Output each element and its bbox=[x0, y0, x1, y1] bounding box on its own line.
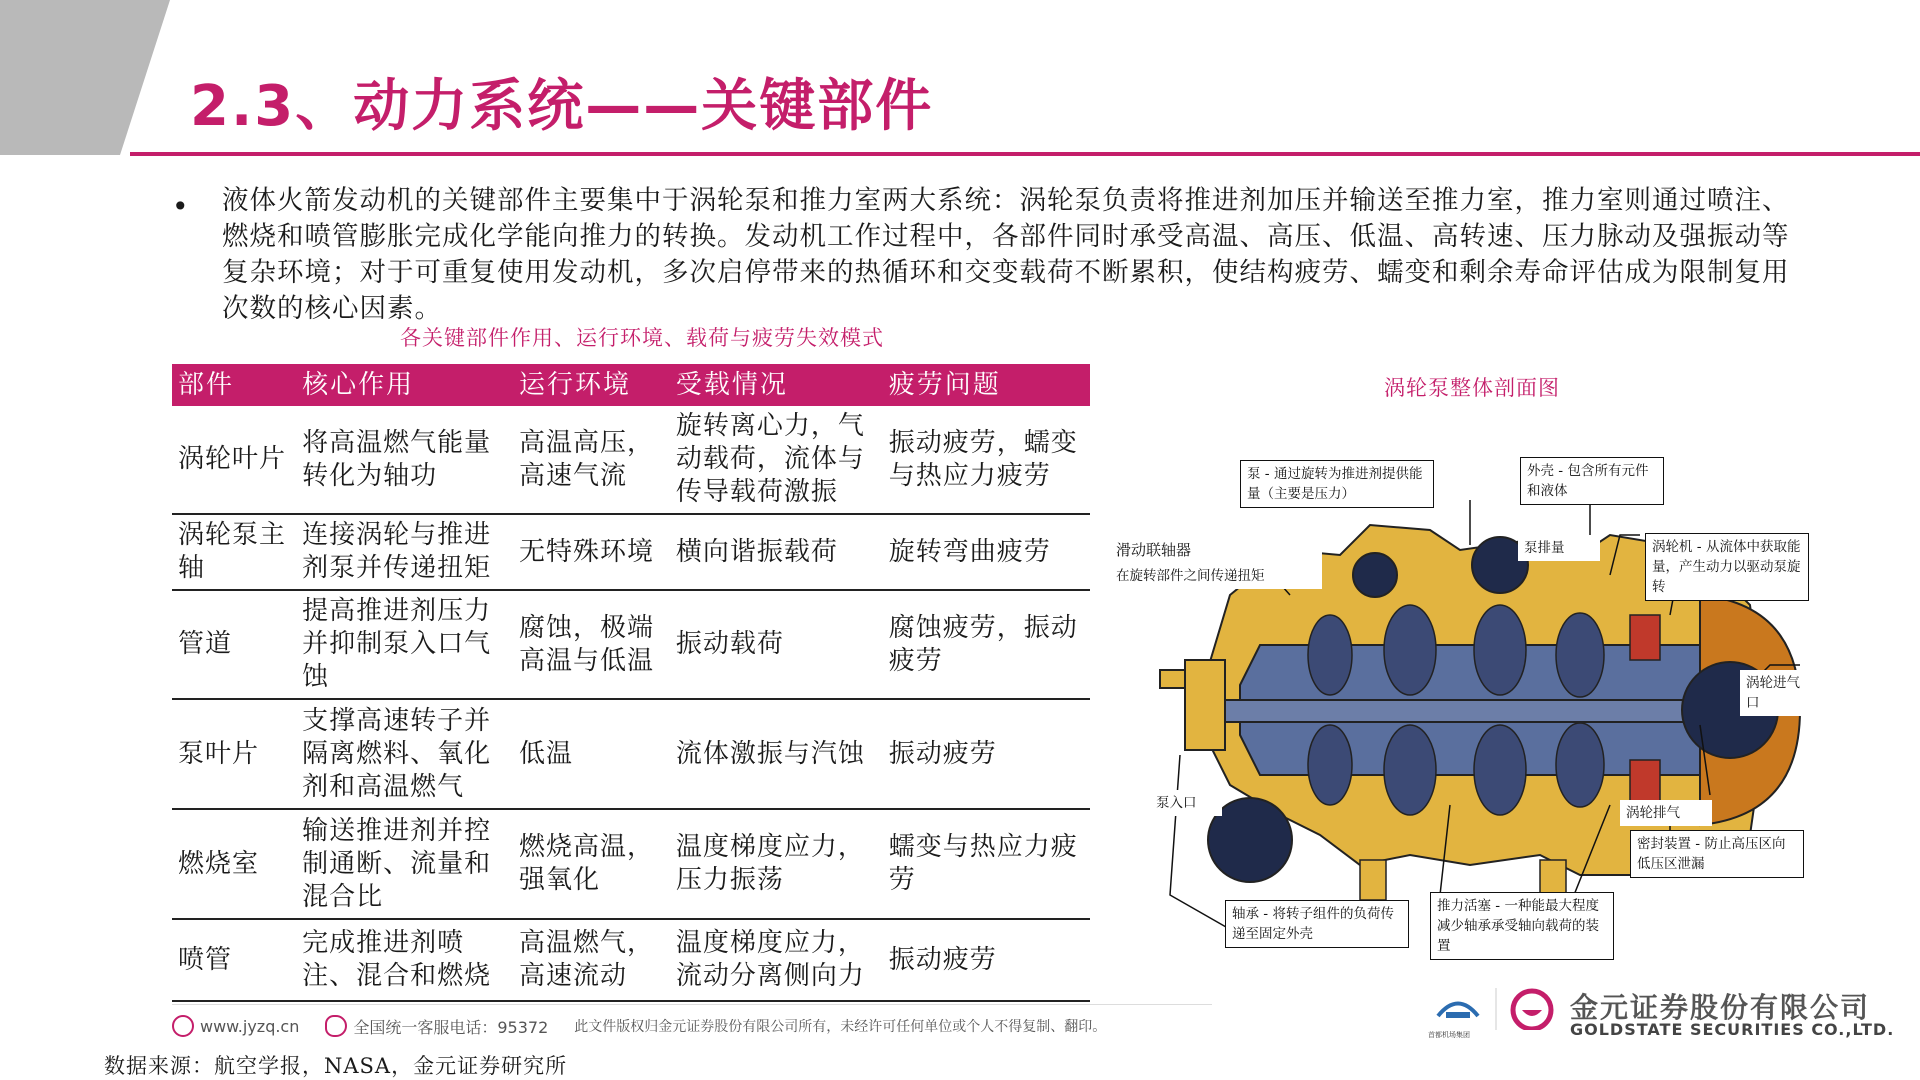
table-cell: 温度梯度应力，压力振荡 bbox=[670, 809, 883, 919]
page-title: 2.3、动力系统——关键部件 bbox=[190, 74, 934, 139]
label-turbine: 涡轮机 - 从流体中获取能量，产生动力以驱动泵旋转 bbox=[1645, 533, 1809, 601]
table-row bbox=[172, 699, 1090, 809]
label-turbine-inlet: 涡轮进气口 bbox=[1740, 670, 1812, 716]
table-cell: 管道 bbox=[172, 590, 296, 699]
label-turbine-exhaust: 涡轮排气 bbox=[1620, 800, 1712, 826]
header-cell: 受载情况 bbox=[670, 364, 883, 406]
header-cell: 核心作用 bbox=[296, 364, 513, 406]
logo-group-text: 首都机场集团 bbox=[1428, 1031, 1470, 1039]
header-cell: 疲劳问题 bbox=[883, 364, 1090, 406]
label-seal: 密封装置 - 防止高压区向低压区泄漏 bbox=[1630, 830, 1804, 878]
table-cell: 完成推进剂喷注、混合和燃烧 bbox=[296, 919, 513, 1001]
intro-paragraph: 液体火箭发动机的关键部件主要集中于涡轮泵和推力室两大系统：涡轮泵负责将推进剂加压并输送至推力室，推力室则通过喷注、燃烧和喷管膨胀完成化学能向推力的转换。发动机工作过程中，各部件同时承受高温、高压、低温、高转速、压力脉动及强振动等复杂环境；对于可重复使用发动机，多次启停带来的热循环和交变载荷不断累积，使结构疲劳、蠕变和剩余寿命评估成为限制复用次数的核心因素。 bbox=[222, 185, 1790, 324]
label-bearing: 轴承 - 将转子组件的负荷传递至固定外壳 bbox=[1225, 900, 1409, 948]
label-piston: 推力活塞 - 一种能最大程度减少轴承承受轴向载荷的装置 bbox=[1430, 892, 1614, 960]
table-cell: 横向谐振载荷 bbox=[670, 514, 883, 590]
table-cell: 振动疲劳 bbox=[883, 919, 1090, 1001]
label-pump-inlet: 泵入口 bbox=[1150, 790, 1222, 816]
phone-icon bbox=[325, 1015, 347, 1037]
turbopump-illustration bbox=[1110, 455, 1810, 965]
bullet-marker: • bbox=[172, 190, 189, 223]
table-row bbox=[172, 514, 1090, 590]
table-cell: 喷管 bbox=[172, 919, 296, 1001]
company-logo bbox=[1428, 986, 1895, 1042]
website-text: www.jyzq.cn bbox=[200, 1016, 300, 1036]
table-cell: 温度梯度应力，流动分离侧向力 bbox=[670, 919, 883, 1001]
table-cell: 涡轮泵主轴 bbox=[172, 514, 296, 590]
footer-divider bbox=[172, 1004, 1212, 1005]
table-row bbox=[172, 406, 1090, 514]
hotline-text: 全国统一客服电话：95372 bbox=[353, 1017, 549, 1037]
label-pump-discharge: 泵排量 bbox=[1518, 535, 1600, 561]
logo-company-name-en: GOLDSTATE SECURITIES CO.,LTD. bbox=[1570, 1020, 1895, 1039]
table-cell: 连接涡轮与推进剂泵并传递扭矩 bbox=[296, 514, 513, 590]
label-pump: 泵 - 通过旋转为推进剂提供能量（主要是压力） bbox=[1240, 460, 1434, 508]
components-table bbox=[172, 364, 1090, 1002]
table-cell: 高温燃气，高速流动 bbox=[513, 919, 670, 1001]
figure-caption: 涡轮泵整体剖面图 bbox=[1384, 376, 1560, 400]
footer-hotline bbox=[325, 1015, 548, 1038]
table-cell: 提高推进剂压力并抑制泵入口气蚀 bbox=[296, 590, 513, 699]
table-row bbox=[172, 590, 1090, 699]
table-cell: 燃烧高温，强氧化 bbox=[513, 809, 670, 919]
label-shaft: 滑动联轴器 bbox=[1110, 537, 1322, 563]
table-cell: 振动疲劳 bbox=[883, 699, 1090, 809]
table-cell: 旋转离心力，气动载荷，流体与传导载荷激振 bbox=[670, 406, 883, 514]
header-cell: 部件 bbox=[172, 364, 296, 406]
table-cell: 腐蚀，极端高温与低温 bbox=[513, 590, 670, 699]
footer-website[interactable] bbox=[172, 1015, 299, 1037]
logo-company-name: 金元证券股份有限公司 bbox=[1570, 991, 1871, 1024]
corner-decoration bbox=[0, 0, 170, 160]
table-cell: 低温 bbox=[513, 699, 670, 809]
table-cell: 流体激振与汽蚀 bbox=[670, 699, 883, 809]
title-divider bbox=[130, 152, 1920, 156]
label-shaft-desc: 在旋转部件之间传递扭矩 bbox=[1110, 563, 1322, 589]
table-caption: 各关键部件作用、运行环境、载荷与疲劳失效模式 bbox=[400, 326, 884, 350]
footer bbox=[172, 1006, 1212, 1046]
table-cell: 涡轮叶片 bbox=[172, 406, 296, 514]
data-source: 数据来源：航空学报，NASA，金元证券研究所 bbox=[104, 1054, 568, 1078]
logo-mark-icon bbox=[1428, 986, 1558, 1030]
table-cell: 支撑高速转子并隔离燃料、氧化剂和高温燃气 bbox=[296, 699, 513, 809]
table-row bbox=[172, 809, 1090, 919]
turbopump-cross-section bbox=[1110, 455, 1810, 965]
table-cell: 泵叶片 bbox=[172, 699, 296, 809]
table-cell: 将高温燃气能量转化为轴功 bbox=[296, 406, 513, 514]
header-cell: 运行环境 bbox=[513, 364, 670, 406]
table-cell: 燃烧室 bbox=[172, 809, 296, 919]
label-housing: 外壳 - 包含所有元件和液体 bbox=[1520, 457, 1664, 505]
table-cell: 无特殊环境 bbox=[513, 514, 670, 590]
table-cell: 高温高压，高速气流 bbox=[513, 406, 670, 514]
table-cell: 振动疲劳，蠕变与热应力疲劳 bbox=[883, 406, 1090, 514]
table-cell: 腐蚀疲劳，振动疲劳 bbox=[883, 590, 1090, 699]
footer-copyright: 此文件版权归金元证券股份有限公司所有，未经许可任何单位或个人不得复制、翻印。 bbox=[574, 1019, 1107, 1035]
table-cell: 蠕变与热应力疲劳 bbox=[883, 809, 1090, 919]
table-row bbox=[172, 919, 1090, 1001]
globe-icon bbox=[172, 1015, 194, 1037]
table-header-row bbox=[172, 364, 1090, 406]
table-cell: 振动载荷 bbox=[670, 590, 883, 699]
table-cell: 旋转弯曲疲劳 bbox=[883, 514, 1090, 590]
table-cell: 输送推进剂并控制通断、流量和混合比 bbox=[296, 809, 513, 919]
